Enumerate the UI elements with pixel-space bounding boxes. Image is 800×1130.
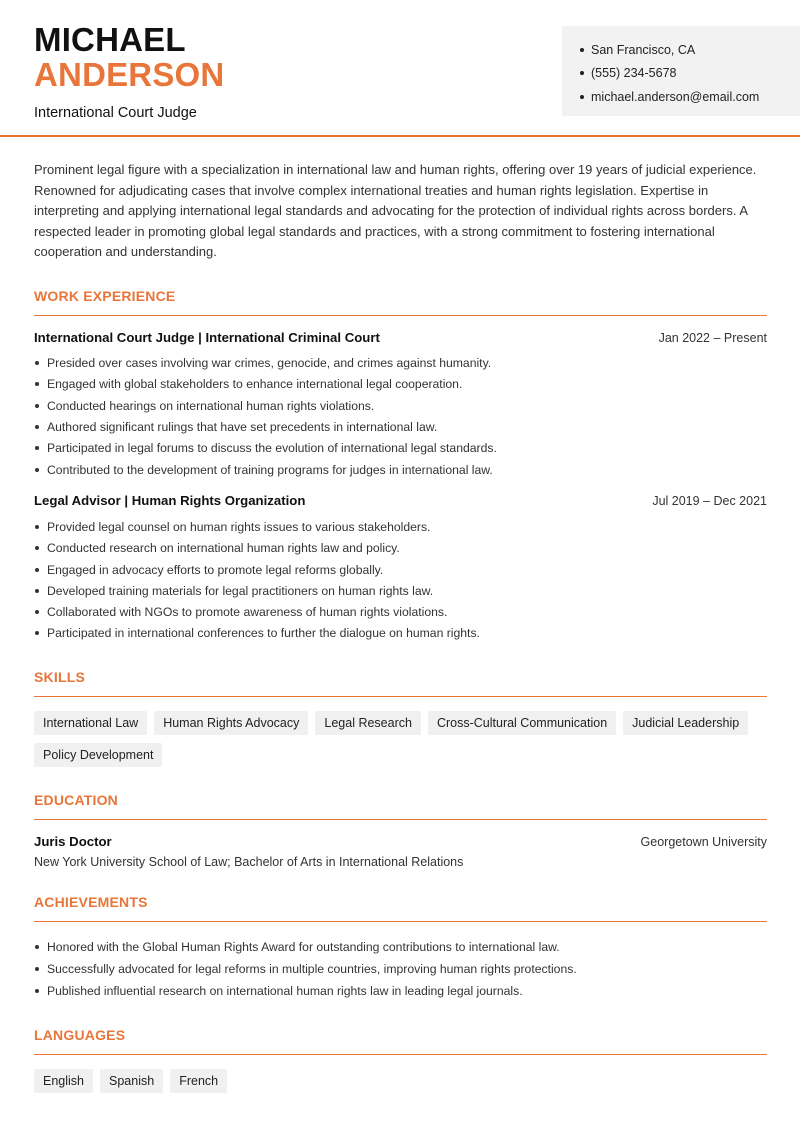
- job-title: International Court Judge: [34, 105, 197, 121]
- last-name: ANDERSON: [34, 56, 225, 93]
- resume-body: [34, 160, 767, 1093]
- job-head: [34, 330, 767, 345]
- section-title: LANGUAGES: [34, 1027, 767, 1055]
- list-item: [34, 601, 767, 622]
- first-name: MICHAEL: [34, 21, 186, 58]
- list-item: [34, 516, 767, 537]
- contact-location: [580, 38, 800, 62]
- contact-email: [580, 85, 800, 109]
- skill-tag: Legal Research: [315, 711, 421, 735]
- skill-tag: Judicial Leadership: [623, 711, 748, 735]
- bullet-text: Presided over cases involving war crimes, genocide, and crimes against humanity.: [47, 356, 492, 371]
- education-section: [34, 792, 767, 869]
- work-experience-section: [34, 288, 767, 645]
- contact-phone-text: (555) 234-5678: [591, 66, 677, 81]
- name-block: [34, 22, 224, 121]
- section-title: EDUCATION: [34, 792, 767, 820]
- bullet-text: Engaged in advocacy efforts to promote legal reforms globally.: [47, 562, 384, 577]
- bullet-text: Published influential research on international human rights law in leading legal journals.: [47, 984, 523, 999]
- bullet-icon: [580, 71, 584, 75]
- skill-tag: International Law: [34, 711, 147, 735]
- bullet-icon: [35, 610, 39, 614]
- list-item: [34, 416, 767, 437]
- bullet-text: Successfully advocated for legal reforms in multiple countries, improving human rights protections.: [47, 962, 577, 977]
- education-head: [34, 834, 767, 849]
- bullet-icon: [35, 525, 39, 529]
- school: Georgetown University: [640, 835, 767, 850]
- list-item: [34, 438, 767, 459]
- language-tag: French: [170, 1069, 227, 1093]
- job-role: Legal Advisor | Human Rights Organization: [34, 493, 306, 509]
- job-dates: Jul 2019 – Dec 2021: [652, 494, 767, 509]
- skills-section: [34, 669, 767, 767]
- section-title: SKILLS: [34, 669, 767, 697]
- job-entry: [34, 330, 767, 481]
- bullet-text: Participated in legal forums to discuss the evolution of international legal standards.: [47, 441, 497, 456]
- bullet-icon: [35, 631, 39, 635]
- list-item: [34, 395, 767, 416]
- bullet-text: Authored significant rulings that have set precedents in international law.: [47, 420, 438, 435]
- summary: Prominent legal figure with a specialization in international law and human rights, offering over 19 years of judicial experience. Renowned for adjudicating cases that involve complex international treaties and human rights legislation. Expertise in interpreting and applying international legal standards and advocating for the protection of individual rights across borders. A respected leader in promoting global legal standards and practices, with a strong commitment to fostering international cooperation and understanding.: [34, 162, 757, 259]
- bullet-icon: [580, 48, 584, 52]
- contact-phone: [580, 62, 800, 86]
- bullet-icon: [35, 425, 39, 429]
- contact-email-text: michael.anderson@email.com: [591, 89, 760, 104]
- bullet-icon: [35, 404, 39, 408]
- bullet-icon: [35, 989, 39, 993]
- list-item: [34, 559, 767, 580]
- bullet-text: Conducted hearings on international human rights violations.: [47, 398, 375, 413]
- language-tag: English: [34, 1069, 93, 1093]
- job-dates: Jan 2022 – Present: [658, 330, 767, 345]
- achievement-bullets: [34, 936, 767, 1002]
- bullet-icon: [35, 589, 39, 593]
- bullet-icon: [35, 446, 39, 450]
- job-bullets: [34, 516, 767, 644]
- job-head: [34, 493, 767, 508]
- bullet-text: Engaged with global stakeholders to enhance international legal cooperation.: [47, 377, 463, 392]
- list-item: [34, 580, 767, 601]
- job-bullets: [34, 353, 767, 481]
- list-item: [34, 958, 767, 980]
- list-item: [34, 936, 767, 958]
- contact-location-text: San Francisco, CA: [591, 42, 696, 57]
- bullet-icon: [580, 95, 584, 99]
- section-title: ACHIEVEMENTS: [34, 894, 767, 922]
- list-item: [34, 353, 767, 374]
- contact-box: [562, 26, 800, 116]
- bullet-text: Conducted research on international human rights law and policy.: [47, 541, 400, 556]
- list-item: [34, 374, 767, 395]
- language-tag: Spanish: [100, 1069, 163, 1093]
- resume-header: [0, 0, 800, 137]
- list-item: [34, 623, 767, 644]
- job-entry: [34, 493, 767, 644]
- skill-tag: Human Rights Advocacy: [154, 711, 308, 735]
- degree: Juris Doctor: [34, 834, 112, 850]
- skills-tags: [34, 711, 767, 767]
- bullet-icon: [35, 546, 39, 550]
- bullet-text: Participated in international conferences to further the dialogue on human rights.: [47, 626, 480, 641]
- skill-tag: Policy Development: [34, 743, 162, 767]
- bullet-icon: [35, 361, 39, 365]
- skill-tag: Cross-Cultural Communication: [428, 711, 616, 735]
- bullet-icon: [35, 568, 39, 572]
- bullet-icon: [35, 967, 39, 971]
- bullet-text: Contributed to the development of training programs for judges in international law.: [47, 462, 493, 477]
- bullet-text: Provided legal counsel on human rights issues to various stakeholders.: [47, 519, 431, 534]
- bullet-text: Collaborated with NGOs to promote awareness of human rights violations.: [47, 605, 448, 620]
- section-title: WORK EXPERIENCE: [34, 288, 767, 316]
- list-item: [34, 538, 767, 559]
- achievements-section: [34, 894, 767, 1002]
- bullet-text: Honored with the Global Human Rights Award for outstanding contributions to international law.: [47, 940, 560, 955]
- job-role: International Court Judge | International Criminal Court: [34, 329, 380, 345]
- languages-section: [34, 1027, 767, 1093]
- education-detail: New York University School of Law; Bachelor of Arts in International Relations: [34, 855, 464, 870]
- bullet-icon: [35, 382, 39, 386]
- bullet-icon: [35, 468, 39, 472]
- list-item: [34, 459, 767, 480]
- bullet-text: Developed training materials for legal practitioners on human rights law.: [47, 583, 434, 598]
- language-tags: [34, 1069, 767, 1093]
- bullet-icon: [35, 945, 39, 949]
- list-item: [34, 980, 767, 1002]
